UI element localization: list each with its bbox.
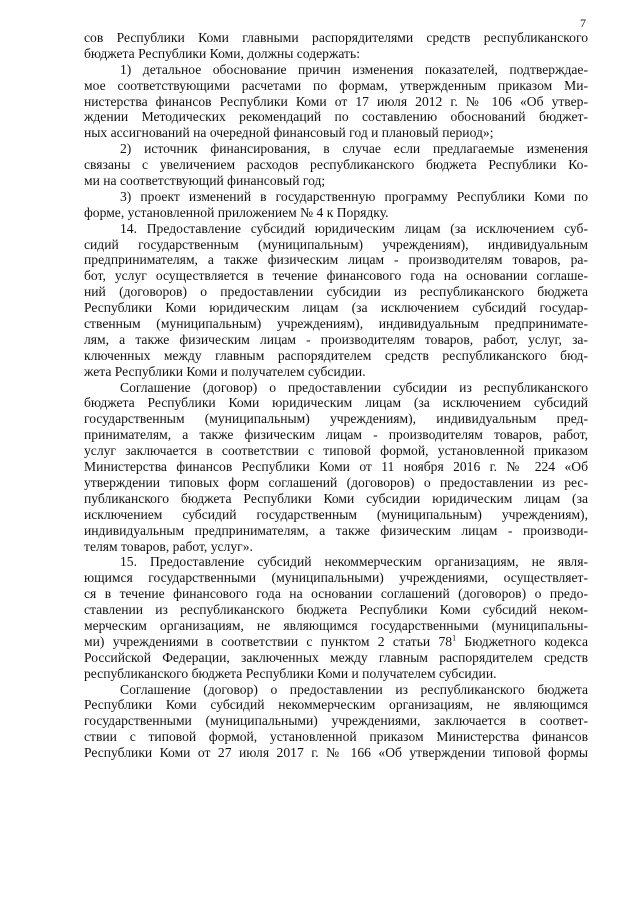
text-line-content: ющимся государственными (муниципальными) учреждениями, осуществляет- [84,570,588,586]
text-line [84,713,588,729]
text-line-content: Республики Коми от 27 июля 2017 г. № 166 «Об утверждении типовой формы [84,745,588,761]
text-line [84,618,588,634]
text-line [84,729,588,745]
text-line [84,491,588,507]
text-line [84,189,588,205]
text-line [84,570,588,586]
text-line-content: нистерства финансов Республики Коми от 17 июля 2012 г. № 106 «Об утвер- [84,93,588,109]
text-line-content: связаны с увеличением расходов республиканского бюджета Республики Ко- [84,157,588,173]
text-line [84,348,588,364]
text-line [84,94,588,110]
text-line-content: ми на соответствующий финансовый год; [84,173,326,189]
text-line [84,380,588,396]
text-line [84,78,588,94]
text-line-content: бюджета Республики Коми юридическим лицам (за исключением субсидий [84,395,588,411]
text-line-content: ставлении из республиканского бюджета Республики Коми субсидий неком- [84,602,588,618]
text-line-content: Российской Федерации, заключенных между главным распорядителем средств [84,649,588,665]
text-line [84,364,588,380]
text-line [84,411,588,427]
text-line-content: лям, а также физическим лицам - производителям товаров, работ, услуг, за- [84,331,588,347]
text-line [84,157,588,173]
text-line [84,221,588,237]
text-line-content: мое соответствующими расчетами по формам, утвержденным приказом Ми- [84,77,588,93]
text-line-content: мерческим организациям, не являющимся государственными (муниципальны- [84,617,588,633]
text-line [84,697,588,713]
text-line-content: ний (договоров) о предоставлении субсидии из республиканского бюджета [84,284,588,300]
text-line-content: ственным (муниципальным) учреждениям), индивидуальным предпринимате- [84,316,588,332]
text-line [84,475,588,491]
text-line-content: форме, установленной приложением № 4 к Порядку. [84,204,389,220]
text-line [84,141,588,157]
text-line-content: индивидуальным предпринимателям, а также физическим лицам - производи- [84,522,588,538]
text-line-content: бот, услуг осуществляется в течение финансового года на основании соглаше- [84,268,588,284]
text-line [84,427,588,443]
text-line [84,507,588,523]
text-line [84,554,588,570]
text-line-content: услуг заключается в соответствии с типовой формой, установленной приказом [84,443,588,459]
text-line [84,634,588,650]
page-number: 7 [580,16,586,30]
text-line-continuation: Бюджетного кодекса [456,633,588,649]
text-line-content: 3) проект изменений в государственную программу Республики Коми по [120,188,588,204]
text-line [84,30,588,46]
document-body [84,30,588,761]
text-line-content: Республики Коми юридическим лицам (за исключением субсидий государ- [84,300,588,316]
text-line-content: 14. Предоставление субсидий юридическим лицам (за исключением суб- [120,220,588,236]
text-line-content: бюджета Республики Коми, должны содержать: [84,45,360,61]
text-line-content: утверждении типовых форм соглашений (договоров) о предоставлении из рес- [84,474,588,490]
text-line [84,539,588,555]
text-line [84,666,588,682]
text-line [84,300,588,316]
text-line [84,205,588,221]
text-line [84,682,588,698]
text-line-content: публиканского бюджета Республики Коми субсидии юридическим лицам (за [84,490,588,506]
text-line-content: 1) детальное обоснование причин изменения показателей, подтверждае- [120,61,588,77]
text-line-content: 15. Предоставление субсидий некоммерческим организациям, не явля- [120,554,588,570]
text-line-content: принимателям, а также физическим лицам - производителям товаров, работ, [84,427,588,443]
text-line [84,284,588,300]
text-line [84,173,588,189]
text-line [84,745,588,761]
text-line-content: Республики Коми субсидий некоммерческим организациям, не являющимся [84,697,588,713]
text-line-content: предпринимателям, а также физическим лицам - производителям товаров, ра- [84,252,588,268]
text-line-content: ждении Методических рекомендаций по составлению обоснований бюджет- [84,109,588,125]
text-line-content: Соглашение (договор) о предоставлении субсидии из республиканского [120,379,588,395]
text-line-content: сидий государственным (муниципальным) учреждениям), индивидуальным [84,236,588,252]
text-line-content: ми) учреждениями в соответствии с пунктом 2 статьи 78 [84,633,453,649]
text-line [84,443,588,459]
text-line [84,46,588,62]
text-line [84,602,588,618]
text-line-content: государственными (муниципальными) учреждениями, заключается в соответ- [84,713,588,729]
text-line [84,650,588,666]
text-line [84,586,588,602]
text-line-content: республиканского бюджета Республики Коми и получателем субсидии. [84,665,497,681]
text-line [84,109,588,125]
text-line [84,523,588,539]
text-line-content: сов Республики Коми главными распорядителями средств республиканского [84,30,588,45]
text-line-content: 2) источник финансирования, в случае если предлагаемые изменения [120,141,588,157]
text-line-content: ключенных между главным распорядителем средств республиканского бюд- [84,347,588,363]
text-line-content: государственным (муниципальным) учреждениям), индивидуальным пред- [84,411,588,427]
text-line [84,237,588,253]
text-line-content: Соглашение (договор) о предоставлении из республиканского бюджета [120,681,588,697]
text-line-content: исключением субсидий государственным (муниципальным) учреждениям), [84,506,588,522]
text-line-content: телям товаров, работ, услуг». [84,538,253,554]
text-line [84,268,588,284]
text-line-content: ных ассигнований на очередной финансовый год и плановый период»; [84,125,494,141]
text-line [84,459,588,475]
text-line-content: Министерства финансов Республики Коми от 11 ноября 2016 г. № 224 «Об [84,459,588,475]
text-line [84,252,588,268]
superscript: 1 [452,633,457,643]
text-line-content: ся в течение финансового года на основании соглашений (договоров) о предо- [84,586,588,602]
text-line [84,62,588,78]
text-line [84,332,588,348]
text-line-content: ствии с типовой формой, установленной приказом Министерства финансов [84,729,588,745]
text-line [84,395,588,411]
text-line [84,316,588,332]
text-line [84,125,588,141]
text-line-content: жета Республики Коми и получателем субсидии. [84,363,366,379]
